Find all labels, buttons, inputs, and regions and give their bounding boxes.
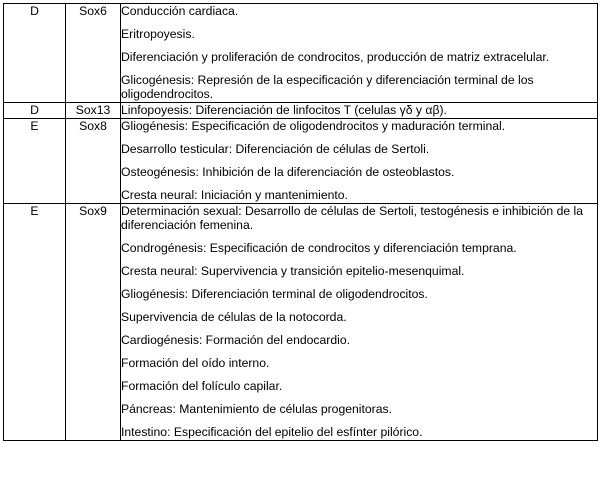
function-line: Cresta neural: Supervivencia y transición epitelio-mesenquimal.	[121, 264, 465, 278]
function-line: Linfopoyesis: Diferenciación de linfocitos T (celulas γδ y αβ).	[121, 103, 447, 117]
gene-name-cell: Sox6	[66, 4, 121, 103]
sox-group-cell: E	[4, 119, 66, 204]
sox-group-cell: D	[4, 103, 66, 119]
function-line: Gliogénesis: Especificación de oligodendrocitos y maduración terminal.	[121, 119, 506, 133]
table-row	[4, 4, 598, 103]
sox-group-cell: E	[4, 204, 66, 441]
table-row	[4, 119, 598, 204]
functions-cell	[121, 4, 598, 103]
function-line: Formación del oído interno.	[121, 356, 270, 370]
functions-cell	[121, 103, 598, 119]
function-line: Conducción cardiaca.	[121, 4, 239, 18]
gene-name-cell: Sox13	[66, 103, 121, 119]
table-row	[4, 204, 598, 441]
sox-group-cell: D	[4, 4, 66, 103]
function-line: Diferenciación y proliferación de condrocitos, producción de matriz extracelular.	[121, 50, 550, 64]
function-line: Cardiogénesis: Formación del endocardio.	[121, 333, 350, 347]
function-line: Eritropoyesis.	[121, 27, 195, 41]
function-line: Osteogénesis: Inhibición de la diferenciación de osteoblastos.	[121, 165, 455, 179]
gene-name-cell: Sox8	[66, 119, 121, 204]
function-line: Glicogénesis: Represión de la especificación y diferenciación terminal de los oligodendrocitos.	[121, 73, 534, 101]
gene-name-cell: Sox9	[66, 204, 121, 441]
function-line: Cresta neural: Iniciación y mantenimiento.	[121, 188, 348, 202]
sox-function-table	[3, 3, 598, 441]
function-line: Páncreas: Mantenimiento de células progenitoras.	[121, 402, 392, 416]
function-line: Desarrollo testicular: Diferenciación de células de Sertoli.	[121, 142, 430, 156]
functions-cell	[121, 119, 598, 204]
functions-cell	[121, 204, 598, 441]
function-line: Determinación sexual: Desarrollo de células de Sertoli, testogénesis e inhibición de la diferenciación femenina.	[121, 204, 584, 232]
function-line: Intestino: Especificación del epitelio del esfínter pilórico.	[121, 425, 423, 439]
function-line: Gliogénesis: Diferenciación terminal de oligodendrocitos.	[121, 287, 428, 301]
function-line: Condrogénesis: Especificación de condrocitos y diferenciación temprana.	[121, 241, 517, 255]
table-row	[4, 103, 598, 119]
function-line: Supervivencia de células de la notocorda.	[121, 310, 347, 324]
function-line: Formación del folículo capilar.	[121, 379, 283, 393]
